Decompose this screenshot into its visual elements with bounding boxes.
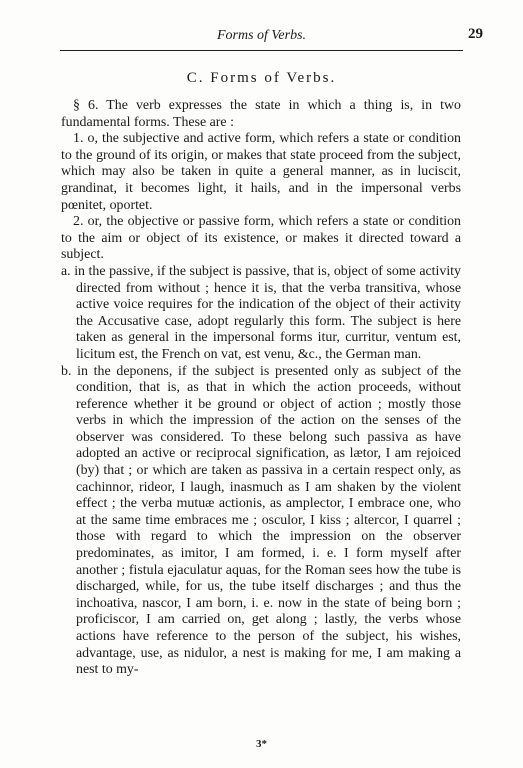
section-title: C. Forms of Verbs. <box>186 70 337 86</box>
paragraph-intro: § 6. The verb expresses the state in which a thing is, in two fundamental forms. These are : <box>61 98 461 130</box>
signature-mark: 3* <box>256 738 267 750</box>
paragraph-active-form: 1. o, the subjective and active form, which refers a state or condition to the ground of its origin, or makes that state proceed from the subject, which may also be taken in quite a general manner, as in luciscit, grandinat, it becomes light, it hails, and in the impersonal verbs pœnitet, oportet. <box>61 131 461 213</box>
paragraph-passive-form: 2. or, the objective or passive form, which refers a state or condition to the aim or object of its existence, or makes it directed toward a subject. <box>61 214 461 263</box>
running-header <box>60 26 483 51</box>
body-text <box>61 98 461 679</box>
subparagraph-b: b. in the deponens, if the subject is presented only as subject of the condition, that is, as that in which the action proceeds, without reference whether it be ground or object of action ; mostly those verbs in which the impression of the action on the senses of the observer was considered. To these belong such passiva as have adopted an active or reciprocal signification, as lætor, I am rejoiced (by) that ; or which are taken as passiva in a certain respect only, as cachinnor, rideor, I laugh, inasmuch as I am shaken by the violent effect ; the verba mutuæ actionis, as amplector, I embrace one, who at the same time embraces me ; osculor, I kiss ; altercor, I quarrel ; those with regard to which the impression on the observer predominates, as imitor, I am formed, i. e. I form myself after another ; fistula ejaculatur aquas, for the Roman sees how the tube is discharged, while, for us, the tube itself discharges ; and thus the inchoativa, nascor, I am born, i. e. now in the state of being born ; proficiscor, I am carried on, get along ; lastly, the verbs whose actions have reference to the person of the subject, his wishes, advantage, use, as nidulor, a nest is making for me, I am making a nest to my- <box>61 363 461 678</box>
page-number: 29 <box>468 26 483 42</box>
running-title: Forms of Verbs. <box>216 28 307 43</box>
subparagraph-a: a. in the passive, if the subject is passive, that is, object of some activity directed from without ; hence it is, that the verba transitiva, whose active voice requires for the indication of the object of their activity the Accusative case, adopt regularly this form. The subject is here taken as general in the impersonal forms itur, curritur, ventum est, licitum est, the French on vat, est venu, &c., the German man. <box>61 263 461 362</box>
